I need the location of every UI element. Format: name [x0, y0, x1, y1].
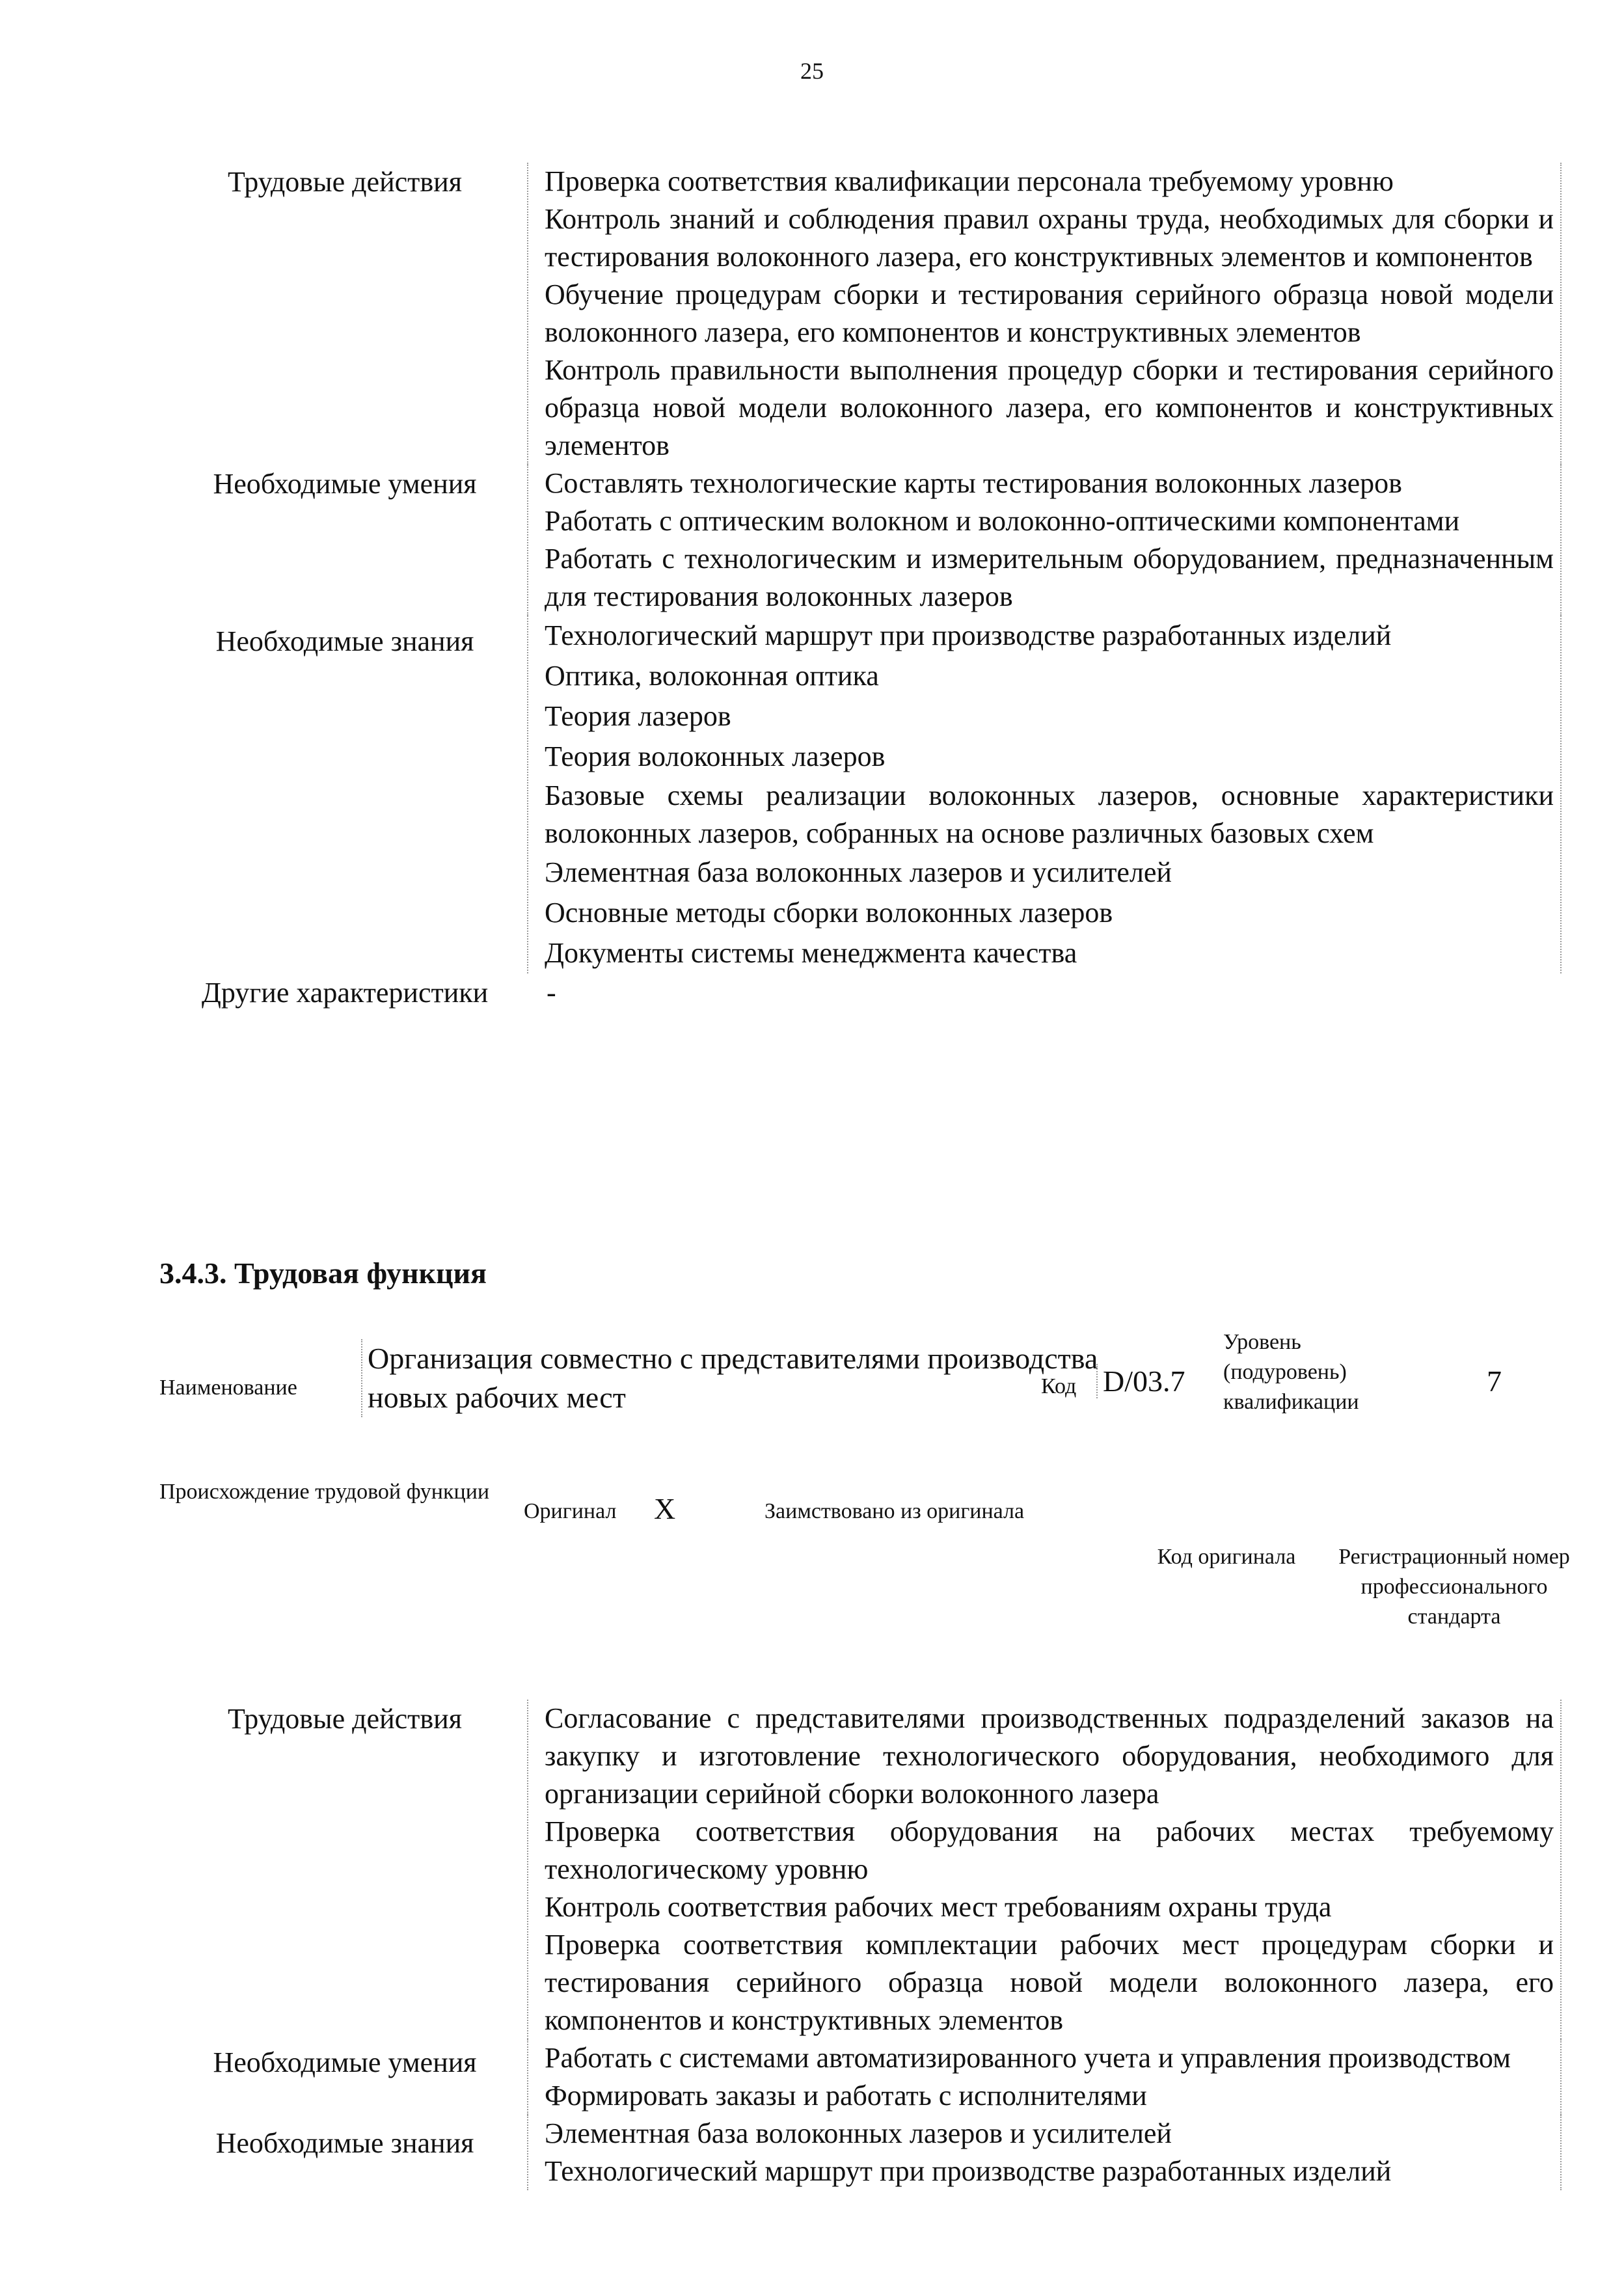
row-label: Необходимые знания — [215, 625, 474, 657]
list-item: Проверка соответствия комплектации рабочих мест процедурам сборки и тестирования серийного образца новой модели волоконного лазера, его компонентов и конструктивных элементов — [545, 1929, 1554, 2036]
list-item: Элементная база волоконных лазеров и усилителей — [545, 2117, 1172, 2149]
list-item: Элементная база волоконных лазеров и усилителей — [545, 856, 1172, 888]
row-label: Трудовые действия — [228, 1703, 462, 1735]
list-item: Документы системы менеджмента качества — [545, 937, 1077, 969]
list-item: Теория лазеров — [545, 700, 731, 732]
name-label: Наименование — [159, 1376, 297, 1400]
row-items — [527, 1700, 1562, 2039]
list-item: Работать с оптическим волокном и волоконно-оптическими компонентами — [545, 505, 1460, 537]
list-item: Основные методы сборки волоконных лазеров — [545, 897, 1113, 929]
original-code-label: Код оригинала — [1157, 1545, 1296, 1569]
row-value: - — [547, 977, 556, 1009]
list-item: Составлять технологические карты тестирования волоконных лазеров — [545, 467, 1402, 499]
code-value: D/03.7 — [1096, 1364, 1185, 1398]
origin-block — [159, 1477, 1591, 1672]
list-item: Технологический маршрут при производстве разработанных изделий — [545, 619, 1392, 651]
list-item: Проверка соответствия квалификации персонала требуемому уровню — [545, 165, 1394, 197]
level-value: 7 — [1487, 1365, 1502, 1398]
row-required-skills — [163, 2039, 1562, 2115]
list-item: Базовые схемы реализации волоконных лазеров, основные характеристики волоконных лазеров, собранных на основе различных базовых схем — [545, 780, 1554, 849]
row-items — [527, 616, 1562, 973]
origin-label: Происхождение трудовой функции — [159, 1480, 490, 1504]
row-required-knowledge — [163, 616, 1562, 973]
section-heading: 3.4.3. Трудовая функция — [159, 1256, 487, 1290]
row-label: Трудовые действия — [228, 166, 462, 198]
borrowed-label: Заимствовано из оригинала — [765, 1499, 1025, 1523]
list-item: Контроль знаний и соблюдения правил охраны труда, необходимых для сборки и тестирования волоконного лазера, его конструктивных элементов и компонентов — [545, 203, 1554, 273]
page-number: 25 — [800, 58, 824, 84]
list-item: Оптика, волоконная оптика — [545, 660, 879, 692]
original-label: Оригинал — [524, 1499, 617, 1523]
row-labor-actions — [163, 163, 1562, 465]
top-characteristics-table — [163, 163, 1562, 1012]
row-label: Необходимые умения — [213, 468, 477, 500]
list-item: Работать с технологическим и измерительным оборудованием, предназначенным для тестирования волоконных лазеров — [545, 543, 1554, 612]
row-items — [527, 2039, 1562, 2115]
level-label: Уровень (подуровень) квалификации — [1223, 1330, 1359, 1414]
row-labor-actions — [163, 1700, 1562, 2039]
row-other-characteristics — [163, 973, 1562, 1012]
list-item: Контроль правильности выполнения процедур сборки и тестирования серийного образца новой модели волоконного лазера, его компонентов и конструктивных элементов — [545, 354, 1554, 461]
list-item: Проверка соответствия оборудования на рабочих местах требуемому технологическому уровню — [545, 1815, 1554, 1885]
list-item: Формировать заказы и работать с исполнителями — [545, 2080, 1147, 2112]
row-required-knowledge — [163, 2115, 1562, 2190]
row-label: Другие характеристики — [201, 977, 489, 1009]
list-item: Контроль соответствия рабочих мест требованиям охраны труда — [545, 1891, 1332, 1923]
code-label: Код — [1041, 1374, 1077, 1398]
registration-number-label: Регистрационный номер профессионального стандарта — [1338, 1545, 1570, 1629]
list-item: Обучение процедурам сборки и тестирования серийного образца новой модели волоконного лазера, его компонентов и конструктивных элементов — [545, 278, 1554, 348]
row-required-skills — [163, 465, 1562, 616]
function-header — [159, 1327, 1578, 1438]
bottom-characteristics-table — [163, 1700, 1562, 2190]
list-item: Работать с системами автоматизированного учета и управления производством — [545, 2042, 1511, 2074]
row-label: Необходимые умения — [213, 2046, 477, 2078]
list-item: Теория волоконных лазеров — [545, 740, 886, 772]
name-value: Организация совместно с представителями производства новых рабочих мест — [361, 1339, 1168, 1417]
list-item: Технологический маршрут при производстве разработанных изделий — [545, 2155, 1392, 2187]
list-item: Согласование с представителями производственных подразделений заказов на закупку и изготовление технологического оборудования, необходимого для организации серийной сборки волоконного лазера — [545, 1702, 1554, 1810]
original-mark: X — [654, 1492, 676, 1525]
row-items — [527, 163, 1562, 465]
row-items — [527, 465, 1562, 616]
row-label: Необходимые знания — [215, 2127, 474, 2159]
row-items — [527, 2115, 1562, 2190]
